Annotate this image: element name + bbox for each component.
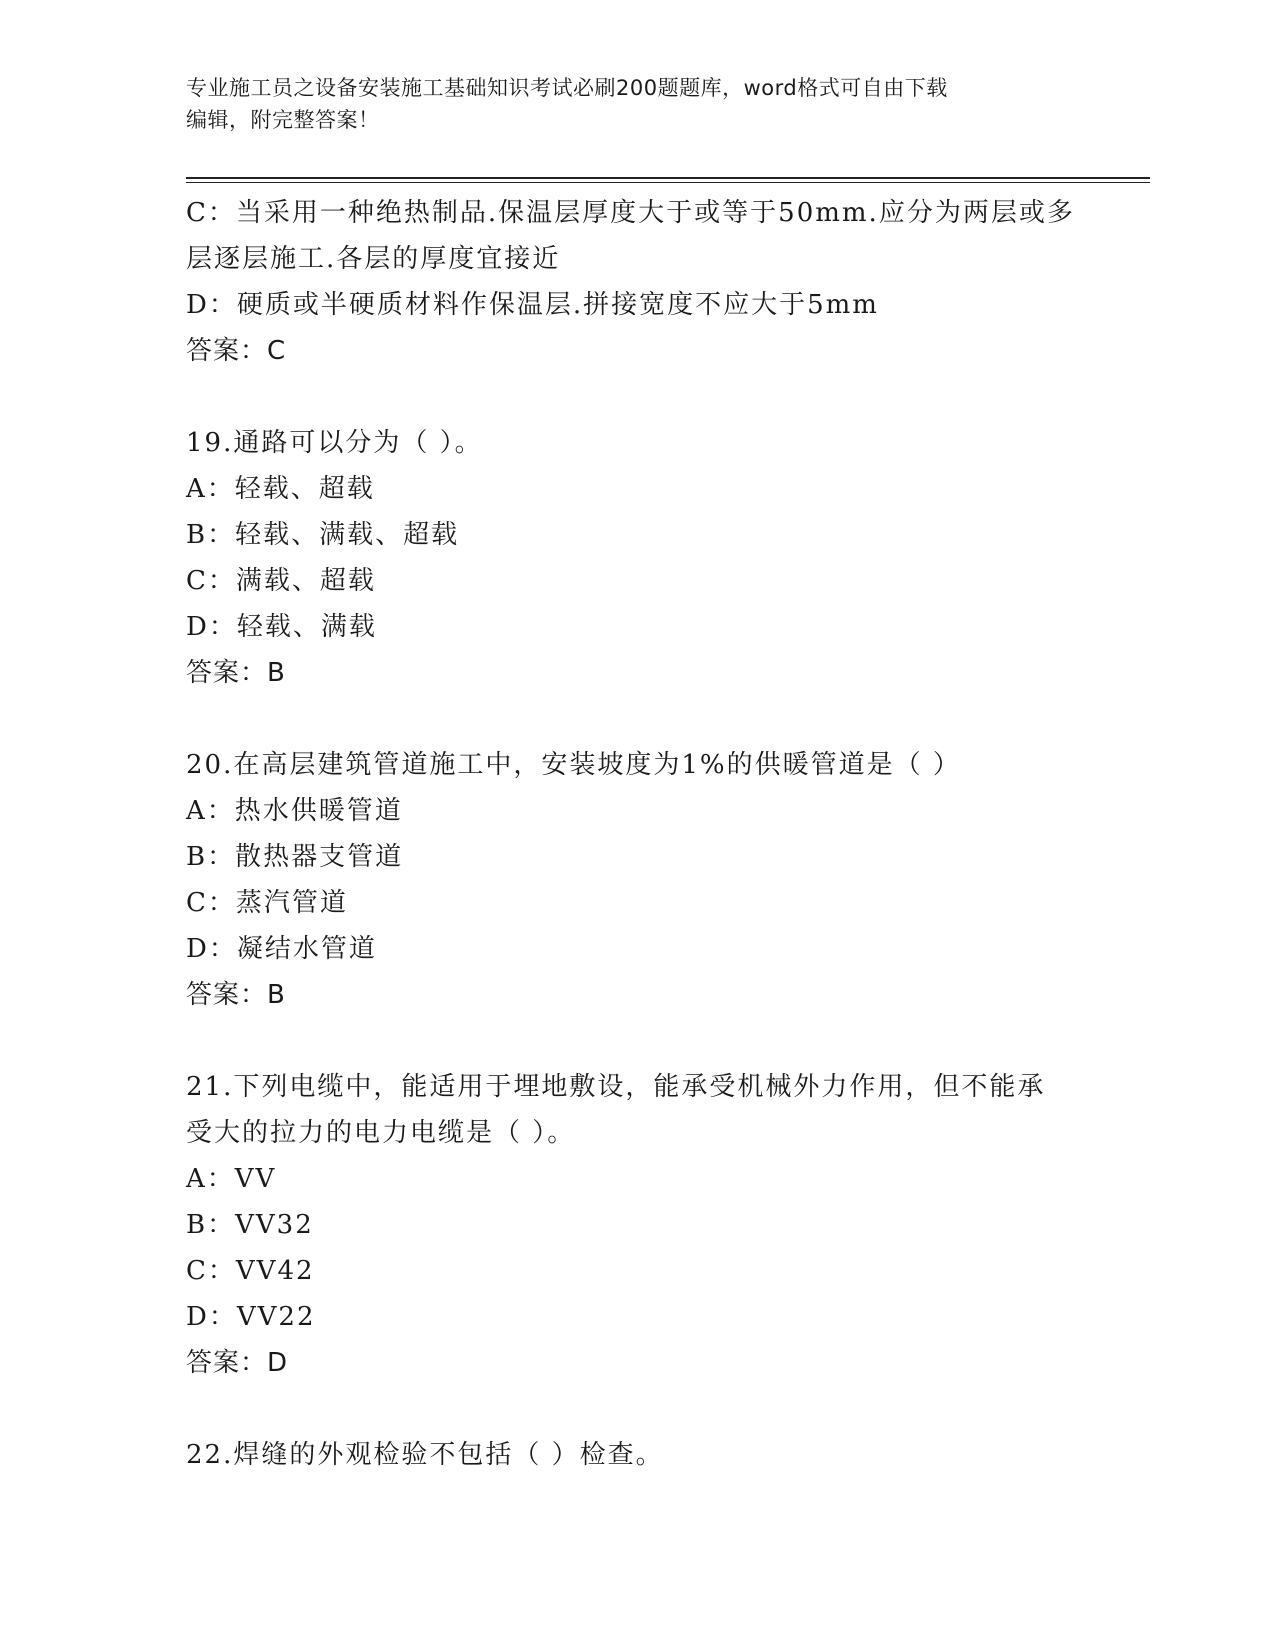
document-title-line-2: 编辑，附完整答案！ xyxy=(186,108,380,132)
answer: 答案：D xyxy=(186,1348,289,1378)
spacer xyxy=(186,1386,1086,1432)
option-c-line-1: C：当采用一种绝热制品.保温层厚度大于或等于50mm.应分为两层或多 xyxy=(186,198,1075,228)
answer: 答案：B xyxy=(186,980,286,1010)
question-18-tail xyxy=(186,190,1086,374)
question-list xyxy=(186,190,1086,1478)
option-c: C：蒸汽管道 xyxy=(186,888,348,918)
question-22 xyxy=(186,1432,1086,1478)
option-c: C：VV42 xyxy=(186,1256,315,1286)
option-b: B：轻载、满载、超载 xyxy=(186,520,460,550)
option-b: B：散热器支管道 xyxy=(186,842,404,872)
header-divider-thin xyxy=(186,182,1150,183)
document-title-line-1: 专业施工员之设备安装施工基础知识考试必刷200题题库，word格式可自由下载 xyxy=(186,76,948,100)
option-a: A：VV xyxy=(186,1164,277,1194)
option-d: D：轻载、满载 xyxy=(186,612,377,642)
option-d: D：硬质或半硬质材料作保温层.拼接宽度不应大于5mm xyxy=(186,290,879,320)
question-19 xyxy=(186,420,1086,696)
option-a: A：热水供暖管道 xyxy=(186,796,403,826)
option-d: D：VV22 xyxy=(186,1302,316,1332)
question-text-line-1: 21.下列电缆中，能适用于埋地敷设，能承受机械外力作用，但不能承 xyxy=(186,1072,1046,1102)
question-text: 22.焊缝的外观检验不包括（ ）检查。 xyxy=(186,1440,664,1470)
option-c-line-2: 层逐层施工.各层的厚度宜接近 xyxy=(186,244,561,274)
spacer xyxy=(186,374,1086,420)
option-b: B：VV32 xyxy=(186,1210,314,1240)
option-a: A：轻载、超载 xyxy=(186,474,375,504)
question-text: 20.在高层建筑管道施工中，安装坡度为1%的供暖管道是（ ） xyxy=(186,750,961,780)
document-header xyxy=(186,72,1066,136)
question-text: 19.通路可以分为（ ）。 xyxy=(186,428,483,458)
answer: 答案：B xyxy=(186,658,286,688)
option-c: C：满载、超载 xyxy=(186,566,376,596)
option-d: D：凝结水管道 xyxy=(186,934,377,964)
header-divider-thick xyxy=(186,177,1150,179)
question-text-line-2: 受大的拉力的电力电缆是（ ）。 xyxy=(186,1118,576,1148)
question-20 xyxy=(186,742,1086,1018)
question-21 xyxy=(186,1064,1086,1386)
answer: 答案：C xyxy=(186,336,287,366)
spacer xyxy=(186,696,1086,742)
spacer xyxy=(186,1018,1086,1064)
